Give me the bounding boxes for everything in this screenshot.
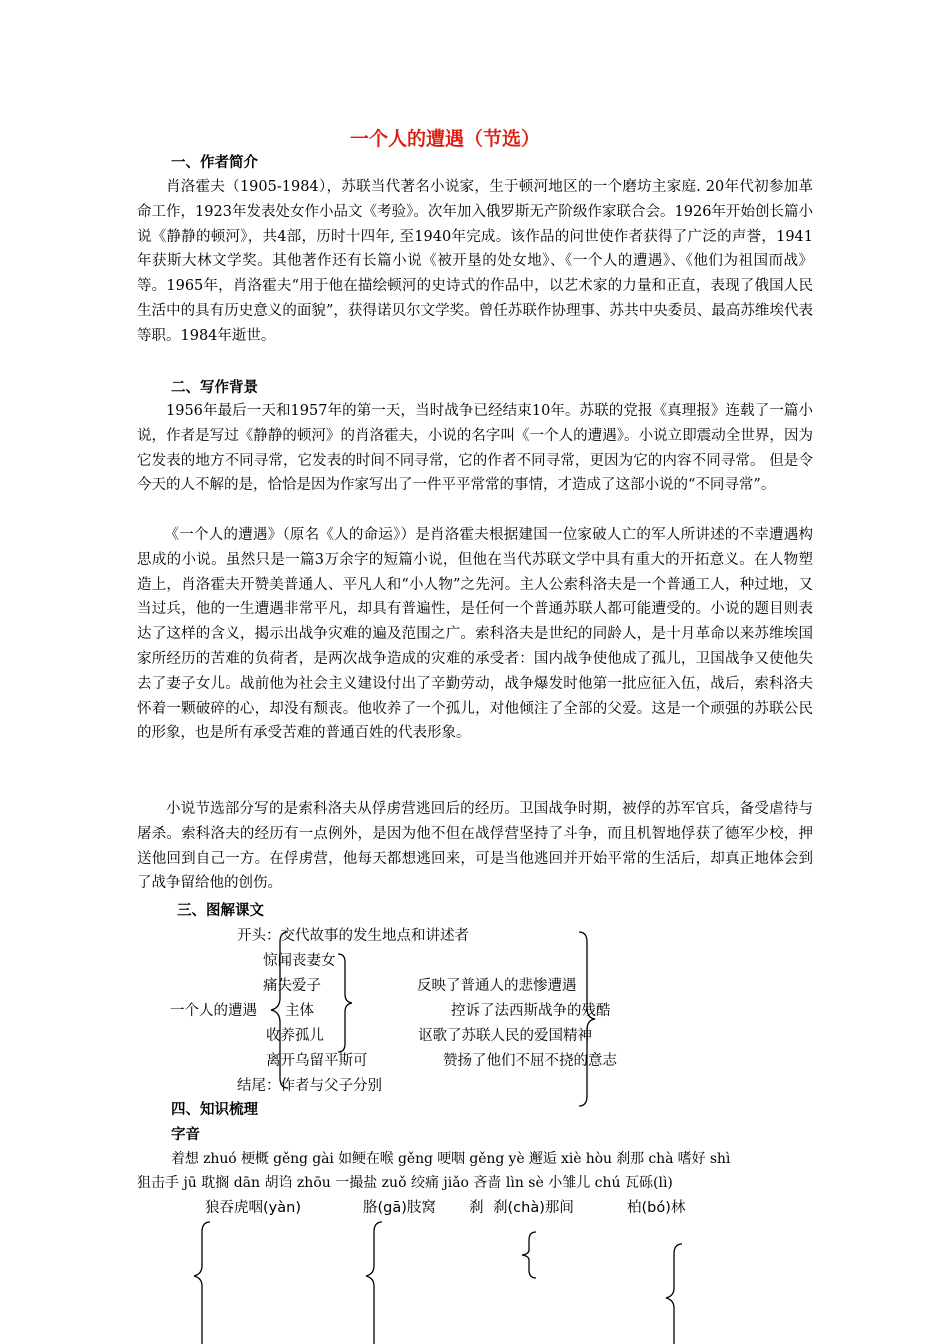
diagram-theme: 赞扬了他们不屈不挠的意志	[443, 1053, 617, 1069]
pronunciation-group: 刹(chà)那间	[493, 1200, 574, 1216]
pronunciation-line: 着想 zhuó 梗概 gěng gài 如鲠在喉 gěng 哽咽 gěng yè 邂逅 xiè hòu 刹那 chà 嗜好 shì	[171, 1151, 731, 1167]
section-heading-author: 一、作者简介	[171, 155, 258, 171]
pronunciation-group: 柏(bó)林	[627, 1200, 686, 1216]
pronunciation-brace	[364, 1220, 384, 1344]
pronunciation-group: 胳(gā)肢窝	[363, 1200, 436, 1216]
pronunciation-group: 狼吞虎咽(yàn)	[205, 1200, 301, 1216]
subheading-pronunciation: 字音	[171, 1127, 200, 1143]
diagram-brace-themes	[576, 930, 598, 1108]
diagram-ending: 结尾：作者与父子分别	[237, 1078, 382, 1094]
background-paragraph-2: 《一个人的遭遇》（原名《人的命运》）是肖洛霍夫根据建国一位家破人亡的军人所讲述的不幸遭遇构思成的小说。虽然只是一篇3万余字的短篇小说，但他在当代苏联文学中具有重大的开拓意义。在人物塑造上，肖洛霍夫开赞美普通人、平凡人和“小人物”之先河。主人公索科洛夫是一个普通工人，种过地，又当过兵，他的一生遭遇非常平凡，却具有普遍性，是任何一个普通苏联人都可能遭受的。小说的题目则表达了这样的含义，揭示出战争灾难的遍及范围之广。索科洛夫是世纪的同龄人，是十月革命以来苏维埃国家所经历的苦难的负荷者，是两次战争造成的灾难的承受者：国内战争使他成了孤儿，卫国战争又使他失去了妻子女儿。战前他为社会主义建设付出了辛勤劳动，战争爆发时他第一批应征入伍，战后，索科洛夫怀着一颗破碎的心，却没有颓丧。他收养了一个孤儿，对他倾注了全部的父爱。这是一个顽强的苏联公民的形象，也是所有承受苦难的普通百姓的代表形象。	[137, 527, 813, 742]
section-heading-background: 二、写作背景	[171, 380, 258, 396]
pronunciation-brace	[192, 1220, 212, 1344]
pronunciation-line: 狙击手 jū 耽搁 dān 胡诌 zhōu 一撮盐 zuǒ 绞痛 jiǎo 吝啬 lìn sè 小雏儿 chú 瓦砾(lì)	[137, 1175, 673, 1191]
author-paragraph: 肖洛霍夫（1905-1984），苏联当代著名小说家，生于顿河地区的一个磨坊主家庭. 20年代初参加革命工作，1923年发表处女作小品文《考验》。次年加入俄罗斯无产阶级作家联合会。1926年开始创长篇小说《静静的顿河》，共4部，历时十四年, 至1940年完成。该作品的问世使作者获得了广泛的声誉，1941年获斯大林文学奖。其他著作还有长篇小说《被开垦的处女地》、《一个人的遭遇》、《他们为祖国而战》等。1965年，肖洛霍夫“用于他在描绘顿河的史诗式的作品中，以艺术家的力量和正直，表现了俄国人民生活中的具有历史意义的面貌”，获得诺贝尔文学奖。曾任苏联作协理事、苏共中央委员、最高苏维埃代表等职。1984年逝世。	[137, 179, 813, 344]
background-paragraph-3: 小说节选部分写的是索科洛夫从俘虏营逃回后的经历。卫国战争时期，被俘的苏军官兵，备受虐待与屠杀。索科洛夫的经历有一点例外，是因为他不但在战俘营坚持了斗争，而且机智地俘获了德军少校，押送他回到自己一方。在俘虏营，他每天都想逃回来，可是当他逃回并开始平常的生活后，却真正地体会到了战争留给他的创伤。	[137, 801, 813, 892]
diagram-brace-main	[268, 930, 292, 1090]
diagram-theme: 反映了普通人的悲惨遭遇	[417, 978, 577, 994]
pronunciation-brace	[520, 1230, 538, 1280]
diagram-body-item: 痛失爱子	[263, 978, 321, 994]
diagram-theme: 讴歌了苏联人民的爱国精神	[418, 1028, 592, 1044]
section-heading-diagram: 三、图解课文	[177, 903, 264, 919]
pronunciation-group: 刹	[469, 1200, 484, 1216]
diagram-body-item: 惊闻丧妻女	[263, 953, 336, 969]
diagram-opening: 开头：交代故事的发生地点和讲述者	[237, 928, 469, 944]
section-heading-knowledge: 四、知识梳理	[171, 1102, 258, 1118]
diagram-brace-body	[334, 952, 356, 1054]
diagram-theme: 控诉了法西斯战争的残酷	[451, 1003, 611, 1019]
background-paragraph-1: 1956年最后一天和1957年的第一天，当时战争已经结束10年。苏联的党报《真理报》连载了一篇小说，作者是写过《静静的顿河》的肖洛霍夫，小说的名字叫《一个人的遭遇》。小说立即震动全世界，因为它发表的地方不同寻常，它发表的时间不同寻常，它的作者不同寻常，更因为它的内容不同寻常。 但是令今天的人不解的是，恰恰是因为作家写出了一件平平常常的事情，才造成了这部小说的“不同寻常”。	[137, 403, 813, 494]
page-title: 一个人的遭遇（节选）	[349, 128, 540, 150]
diagram-body-item: 收养孤儿	[266, 1028, 324, 1044]
pronunciation-brace	[664, 1242, 684, 1344]
diagram-root: 一个人的遭遇	[170, 1003, 257, 1019]
diagram-body-item: 离开乌留平斯可	[266, 1053, 368, 1069]
diagram-body-label: 主体	[285, 1003, 314, 1019]
